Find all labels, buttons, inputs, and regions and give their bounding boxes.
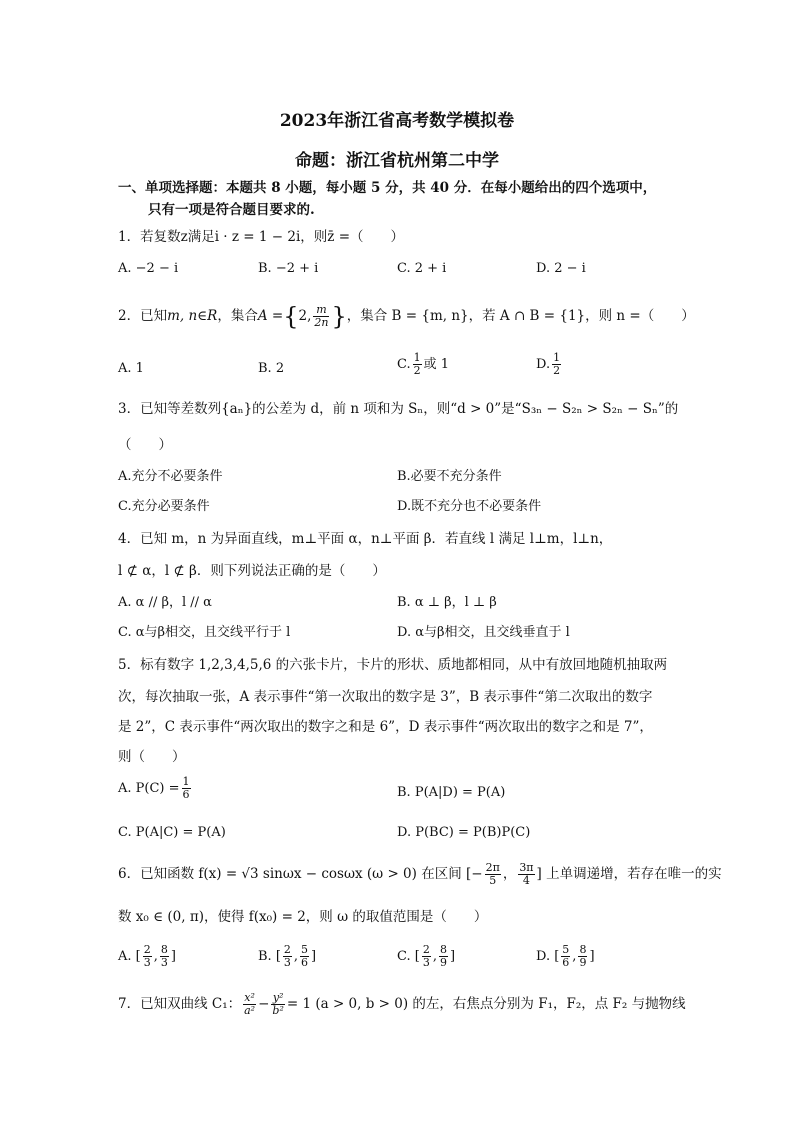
page-subtitle: 命题：浙江省杭州第二中学 <box>295 151 499 171</box>
question-6-option-a: A. [ $\frac{2}{3}$ , $\frac{8}{3}$ ] <box>118 943 176 969</box>
q7-x-fraction: $\frac{\text{x²}}{\text{a²}}$ <box>244 991 256 1017</box>
question-5-stem-line1: 5．标有数字 1,2,3,4,5,6 的六张卡片，卡片的形状、质地都相同，从中有放回地随机抽取两 <box>118 657 668 673</box>
question-2-option-b: B. 2 <box>258 361 285 376</box>
q6-lower-bound-fraction: $\frac{2\pi}{5}$ <box>485 861 500 887</box>
question-3-stem: 3．已知等差数列{aₙ}的公差为 d，前 n 项和为 Sₙ，则“d > 0”是“S₃ₙ − S₂ₙ > S₂ₙ − Sₙ”的 <box>118 401 679 417</box>
question-5-option-a: A. P(C) = $\frac{1}{6}$ <box>118 775 190 801</box>
question-3-option-c: C.充分必要条件 <box>118 499 210 514</box>
q2-setA-fraction: $\frac{m}{2n}$ <box>314 303 329 329</box>
q2-setA-inner: 2, <box>298 308 312 324</box>
question-5-stem-line4: 则（ ） <box>118 749 186 765</box>
question-3-option-b: B.必要不充分条件 <box>397 469 502 484</box>
question-5-option-b: B. P(A|D) = P(A) <box>397 785 506 800</box>
question-4-stem-line1: 4．已知 m，n 为异面直线，m⊥平面 α，n⊥平面 β．若直线 l 满足 l⊥m，l⊥n， <box>118 531 613 547</box>
q6-upper-bound-fraction: $\frac{3\pi}{4}$ <box>519 861 534 887</box>
q2-d-fraction: $\frac{1}{2}$ <box>553 351 561 377</box>
question-2-stem: 2．已知m, n∈R，集合A ={2, $\frac{m}{2n}$ }，集合 B = {m, n}，若 A ∩ B = {1}，则 n =（ ） <box>118 302 695 331</box>
question-3-paren: （ ） <box>118 437 172 453</box>
question-1-option-b: B. −2 + i <box>258 261 319 276</box>
question-6-option-d: D. [ $\frac{5}{6}$ , $\frac{8}{9}$ ] <box>536 943 595 969</box>
q5-a-fraction: $\frac{1}{6}$ <box>182 775 190 801</box>
question-2-option-c: C. $\frac{1}{2}$ 或 1 <box>397 351 450 377</box>
question-6-option-b: B. [ $\frac{2}{3}$ , $\frac{5}{6}$ ] <box>258 943 317 969</box>
q7-y-fraction: $\frac{\text{y²}}{\text{b²}}$ <box>272 991 284 1017</box>
q2-setA-label: A = <box>257 308 284 324</box>
section-heading-line2: 只有一项是符合题目要求的. <box>148 202 315 218</box>
question-5-stem-line3: 是 2”，C 表示事件“两次取出的数字之和是 6”，D 表示事件“两次取出的数字之和是 7”， <box>118 719 653 735</box>
question-2-option-d: D. $\frac{1}{2}$ <box>536 351 561 377</box>
question-4-option-a: A. α // β，l // α <box>118 595 212 610</box>
section-heading-line1: 一、单项选择题：本题共 8 小题，每小题 5 分，共 40 分．在每小题给出的四个选项中， <box>118 180 657 196</box>
q2-c-fraction: $\frac{1}{2}$ <box>413 351 421 377</box>
q2-mid2: ，集合 B = {m, n}，若 A ∩ B = {1}，则 n =（ ） <box>346 308 695 324</box>
question-1-option-d: D. 2 − i <box>536 261 586 276</box>
q2-pre: 2．已知 <box>118 308 168 324</box>
question-6-stem-line1: 6．已知函数 f(x) = √3 sinωx − cosωx (ω > 0) 在区间 [− $\frac{2\pi}{5}$ ， $\frac{3\pi}{4}$ ] 上单调递增，若存在唯一的实 <box>118 861 722 887</box>
question-1-option-a: A. −2 − i <box>118 261 179 276</box>
question-1-option-c: C. 2 + i <box>397 261 447 276</box>
question-4-option-b: B. α ⊥ β，l ⊥ β <box>397 595 497 610</box>
question-5-option-c: C. P(A|C) = P(A) <box>118 825 226 840</box>
q2-vars: m, n∈R <box>167 308 218 324</box>
q2-mid1: ，集合 <box>217 308 258 324</box>
question-3-option-a: A.充分不必要条件 <box>118 469 223 484</box>
question-4-option-c: C. α与β相交，且交线平行于 l <box>118 625 291 640</box>
question-7-stem: 7．已知双曲线 C₁： $\frac{\text{x²}}{\text{a²}}$ − $\frac{\text{y²}}{\text{b²}}$ = 1 (a > 0, b > 0) 的左，右焦点分别为 F₁，F₂，点 F₂ 与抛物线 <box>118 991 686 1017</box>
question-1-stem: 1．若复数z满足i · z = 1 − 2i，则z̄ =（ ） <box>118 229 405 245</box>
question-2-option-a: A. 1 <box>118 361 144 376</box>
question-5-stem-line2: 次，每次抽取一张，A 表示事件“第一次取出的数字是 3”，B 表示事件“第二次取出的数字 <box>118 689 653 705</box>
question-3-option-d: D.既不充分也不必要条件 <box>397 499 542 514</box>
question-6-stem-line2: 数 x₀ ∈ (0, π)，使得 f(x₀) = 2，则 ω 的取值范围是（ ） <box>118 909 488 925</box>
question-4-stem-line2: l ⊄ α，l ⊄ β．则下列说法正确的是（ ） <box>118 563 386 579</box>
question-5-option-d: D. P(BC) = P(B)P(C) <box>397 825 531 840</box>
page-title: 2023年浙江省高考数学模拟卷 <box>279 111 515 131</box>
question-6-option-c: C. [ $\frac{2}{3}$ , $\frac{8}{9}$ ] <box>397 943 456 969</box>
question-4-option-d: D. α与β相交，且交线垂直于 l <box>397 625 570 640</box>
